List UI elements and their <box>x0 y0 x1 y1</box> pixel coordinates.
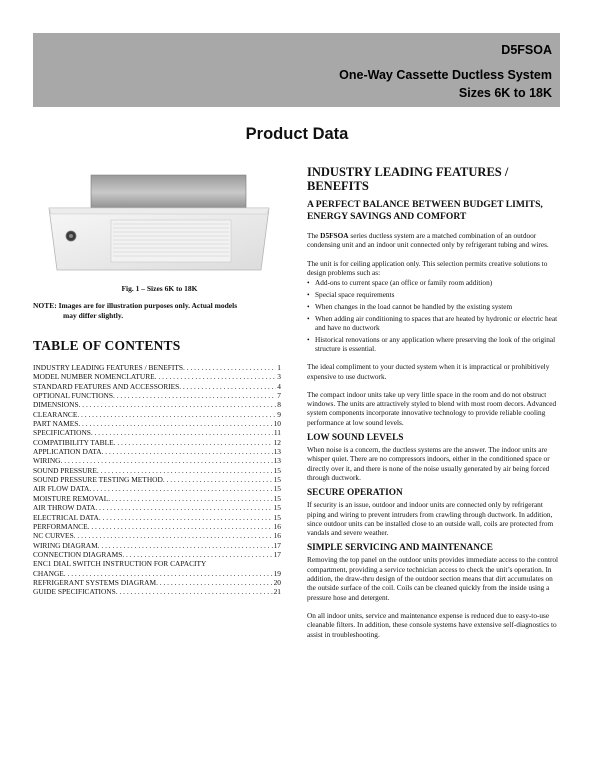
figure-caption: Fig. 1 – Sizes 6K to 18K <box>121 284 198 293</box>
toc-entry-page: 15 <box>273 503 281 513</box>
toc-entry-title: SOUND PRESSURE TESTING METHOD <box>33 475 163 485</box>
features-subheading: A PERFECT BALANCE BETWEEN BUDGET LIMITS, ENERGY SAVINGS AND COMFORT <box>307 199 543 222</box>
secure-heading: SECURE OPERATION <box>307 488 403 499</box>
toc-entry-title: ELECTRICAL DATA <box>33 512 99 522</box>
toc-entry <box>33 438 281 447</box>
size-range: Sizes 6K to 18K <box>458 86 552 100</box>
toc-entry-title: APPLICATION DATA <box>33 447 102 457</box>
toc-entry <box>33 410 281 419</box>
right-column <box>307 165 561 639</box>
toc-entry-title: COMPATIBILITY TABLE <box>33 437 114 447</box>
toc-leader <box>156 578 273 587</box>
toc-entry <box>33 513 281 522</box>
toc-leader <box>183 363 276 372</box>
toc-entry <box>33 447 281 456</box>
toc-entry-page: 7 <box>277 391 281 401</box>
toc-entry-page: 19 <box>273 568 281 578</box>
service-text-2: On all indoor units, service and maintenance expense is reduced due to easy-to-use cleanable filters. In addition, these console systems have extensive self-diagnostics to assist in troubleshooting. <box>307 610 557 639</box>
toc-entry-page: 15 <box>273 465 281 475</box>
model-name: D5FSOA <box>501 43 552 57</box>
toc-entry-title: REFRIGERANT SYSTEMS DIAGRAM <box>33 577 157 587</box>
toc-leader <box>108 494 272 503</box>
toc-entry-page: 12 <box>273 437 281 447</box>
toc-leader <box>155 372 277 381</box>
toc-entry-title: MOISTURE REMOVAL <box>33 493 109 503</box>
model-ref: D5FSOA <box>320 231 349 240</box>
toc-leader <box>179 382 276 391</box>
application-paragraph: The unit is for ceiling application only. This selection permits creative solutions to design problems such as: <box>307 258 548 277</box>
toc-entry-title: AIR THROW DATA <box>33 503 96 513</box>
list-item: • When changes in the load cannot be handled by the existing system <box>307 302 561 311</box>
toc-entry-page: 17 <box>273 540 281 550</box>
toc-entry <box>33 503 281 512</box>
toc-entry <box>33 578 281 587</box>
toc-entry-page: 20 <box>273 577 281 587</box>
toc-entry-title: AIR FLOW DATA <box>33 484 90 494</box>
toc-entry-page: 15 <box>273 475 281 485</box>
toc-leader <box>99 513 273 522</box>
toc-entry-page: 13 <box>273 456 281 466</box>
low-sound-heading: LOW SOUND LEVELS <box>307 433 404 444</box>
intro-paragraph: The D5FSOA series ductless system are a matched combination of an outdoor condensing unit and an indoor unit connected only by refrigerant tubing and wires. <box>307 231 549 250</box>
toc-entry-page: 11 <box>273 428 281 438</box>
toc-leader <box>88 522 273 531</box>
toc-entry-page: 16 <box>273 531 281 541</box>
toc-leader <box>116 587 273 596</box>
toc-entry-page: 8 <box>277 400 281 410</box>
servicing-heading: SIMPLE SERVICING AND MAINTENANCE <box>307 543 493 554</box>
toc-leader <box>113 391 276 400</box>
toc-leader <box>97 466 273 475</box>
toc-leader <box>122 550 272 559</box>
toc-leader <box>114 438 273 447</box>
toc-entry <box>33 363 281 372</box>
toc-entry-page: 1 <box>277 363 281 372</box>
compliment-paragraph: The ideal compliment to your ducted system when it is impractical or prohibitively expensive to use ductwork. <box>307 362 550 381</box>
toc-leader <box>79 400 277 409</box>
toc-entry-title: CLEARANCE <box>33 409 78 419</box>
toc-entry-title: PERFORMANCE <box>33 521 88 531</box>
toc-entry <box>33 484 281 493</box>
low-sound-text: When noise is a concern, the ductless systems are the answer. The indoor units are whisper quiet. There are no compressors indoors, either in the conditioned space or directly over it, and there is none of the noise usually generated by air being forced through ductwork. <box>307 445 550 482</box>
toc-entry-title: CHANGE <box>33 568 64 578</box>
toc-entry <box>33 550 281 559</box>
toc-entry <box>33 494 281 503</box>
toc-leader <box>74 531 273 540</box>
toc-leader <box>91 428 273 437</box>
toc-entry <box>33 400 281 409</box>
toc-entry-page: 15 <box>273 493 281 503</box>
toc-entry-title: SPECIFICATIONS <box>33 428 91 438</box>
toc-entry <box>33 419 281 428</box>
toc-entry <box>33 531 281 540</box>
toc-entry-page: 17 <box>273 549 281 559</box>
toc-entry-page: 21 <box>273 587 281 597</box>
toc-entry-title: SOUND PRESSURE <box>33 465 97 475</box>
toc-entry <box>33 428 281 437</box>
servicing-text: Removing the top panel on the outdoor units provides immediate access to the control compartment, providing a service technician access to check the unit’s operation. In addition, the draw-thru design of the outdoor section means that dirt accumulates on the outside surface of the coil. Coils can be cleaned quickly from the inside using a pressure hose and detergent. <box>307 555 559 602</box>
toc-leader <box>64 569 273 578</box>
toc-entry-title: ENC1 DIAL SWITCH INSTRUCTION FOR CAPACITY <box>33 559 207 569</box>
toc-entry-page: 4 <box>277 381 281 391</box>
toc-entry-page: 15 <box>273 512 281 522</box>
toc-entry-title: OPTIONAL FUNCTIONS <box>33 391 113 401</box>
compact-paragraph: The compact indoor units take up very little space in the room and do not obstruct windows. The units are attractively styled to blend with most room decors. Advanced system components incorporate innovative technology to provide reliable cooling performance at low sound levels. <box>307 389 557 427</box>
toc-leader <box>95 503 272 512</box>
secure-text: If security is an issue, outdoor and indoor units are connected only by refrigerant piping and wiring to prevent intruders from crawling through ductwork. In addition, since outdoor units can be installed close to an outside wall, coils are protected from vandals and severe weather. <box>307 500 554 538</box>
toc-entry <box>33 559 281 568</box>
toc-leader <box>163 475 273 484</box>
toc-leader <box>89 484 272 493</box>
toc-leader <box>78 419 272 428</box>
toc-entry <box>33 372 281 381</box>
toc-entry-page: 9 <box>277 409 281 419</box>
toc-title: TABLE OF CONTENTS <box>33 338 181 353</box>
toc-entry <box>33 382 281 391</box>
list-item: • Add-ons to current space (an office or family room addition) <box>307 278 561 287</box>
page-title: Product Data <box>245 125 349 143</box>
toc-entry <box>33 391 281 400</box>
header-banner <box>33 33 560 107</box>
toc-entry-page: 13 <box>273 447 281 457</box>
toc-entry-title: DIMENSIONS <box>33 400 79 410</box>
toc-entry-page: 15 <box>273 484 281 494</box>
note-line-2: may differ slightly. <box>63 311 124 320</box>
list-item: • When adding air conditioning to spaces that are heated by hydronic or electric heat and have no ductwork <box>307 314 561 333</box>
toc-entry-title: STANDARD FEATURES AND ACCESSORIES <box>33 381 180 391</box>
toc-leader <box>77 410 276 419</box>
toc-entry-title: MODEL NUMBER NOMENCLATURE <box>33 372 155 382</box>
list-item: • Historical renovations or any application where preserving the look of the original structure is essential. <box>307 335 561 354</box>
toc-entry <box>33 569 281 578</box>
image-note <box>33 301 286 321</box>
toc-entry-page: 10 <box>273 419 281 429</box>
toc-entry-title: PART NAMES <box>33 419 79 429</box>
toc-entry-page: 3 <box>277 372 281 382</box>
toc-entry <box>33 456 281 465</box>
toc-entry-page: 16 <box>273 521 281 531</box>
toc-entry-title: NC CURVES <box>33 531 74 541</box>
note-line-1: NOTE: Images are for illustration purposes only. Actual models <box>33 301 238 310</box>
toc-entry <box>33 475 281 484</box>
toc-entry-title: CONNECTION DIAGRAMS <box>33 549 123 559</box>
toc-entry-title: INDUSTRY LEADING FEATURES / BENEFITS <box>33 363 184 372</box>
toc-entry <box>33 587 281 596</box>
toc-entry-title: WIRING <box>33 456 61 466</box>
application-list <box>307 278 561 353</box>
toc-entry <box>33 522 281 531</box>
table-of-contents <box>33 363 281 597</box>
toc-entry <box>33 541 281 550</box>
system-name: One-Way Cassette Ductless System <box>339 68 552 82</box>
toc-entry-title: WIRING DIAGRAM <box>33 540 98 550</box>
toc-leader <box>102 447 273 456</box>
features-heading: INDUSTRY LEADING FEATURES / BENEFITS <box>307 165 509 193</box>
toc-entry <box>33 466 281 475</box>
cassette-unit-image <box>41 170 277 280</box>
toc-entry-title: GUIDE SPECIFICATIONS <box>33 587 116 597</box>
toc-leader <box>61 456 273 465</box>
toc-leader <box>98 541 273 550</box>
list-item: • Special space requirements <box>307 290 561 299</box>
